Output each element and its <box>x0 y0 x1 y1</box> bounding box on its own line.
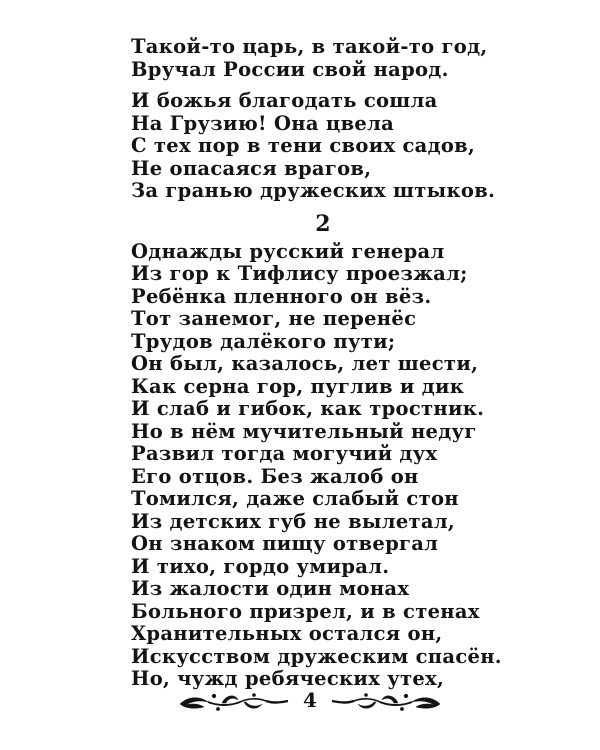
poem-line: И слаб и гибок, как тростник. <box>131 397 485 420</box>
poem-line: На Грузию! Она цвела <box>131 111 395 135</box>
stanza-3 <box>131 241 571 691</box>
poem-line: Он был, казалось, лет шести, <box>131 352 479 375</box>
stanza-1 <box>131 36 571 81</box>
poem-line: Трудов далёкого пути; <box>131 329 396 353</box>
poem-line: За гранью дружеских штыков. <box>131 179 496 202</box>
poem-line: Томился, даже слабый стон <box>131 487 459 510</box>
floral-flourish-icon <box>330 690 442 714</box>
poem-line: Не опасаяся врагов, <box>131 156 372 180</box>
poem-line: Он знаком пищу отвергал <box>131 532 439 555</box>
poem-line: Искусством дружеским спасён. <box>131 644 502 668</box>
floral-flourish-icon <box>178 690 290 714</box>
poem-line: И божья благодать сошла <box>131 89 438 112</box>
stanza-2 <box>131 90 571 203</box>
poem-line: Хранительных остался он, <box>131 622 443 645</box>
poem-line: Такой-то царь, в такой-то год, <box>131 35 488 58</box>
poem-line: С тех пор в тени своих садов, <box>131 134 476 157</box>
section-number: 2 <box>315 210 331 237</box>
poem-line: И тихо, гордо умирал. <box>131 554 390 578</box>
poem-line: Как серна гор, пуглив и дик <box>131 374 465 398</box>
poem-line: Но в нём мучительный недуг <box>131 419 477 443</box>
poem-line: Ребёнка пленного он вёз. <box>131 284 432 308</box>
page-number: 4 <box>303 688 317 712</box>
poem-line: Его отцов. Без жалоб он <box>131 464 419 488</box>
poem-line: Вручал России свой народ. <box>131 57 449 81</box>
poem-line: Из детских губ не вылетал, <box>131 509 455 533</box>
poem-text <box>131 36 571 691</box>
poem-line: Из гор к Тифлису проезжал; <box>131 262 468 285</box>
poem-line: Но, чужд ребяческих утех, <box>131 667 445 690</box>
poem-line: Из жалости один монах <box>131 577 410 600</box>
poem-line: Тот занемог, не перенёс <box>131 307 417 330</box>
poem-line: Однажды русский генерал <box>131 239 445 263</box>
page-footer <box>0 688 600 718</box>
poem-line: Больного призрел, и в стенах <box>131 599 480 623</box>
poem-line: Развил тогда могучий дух <box>131 442 438 465</box>
